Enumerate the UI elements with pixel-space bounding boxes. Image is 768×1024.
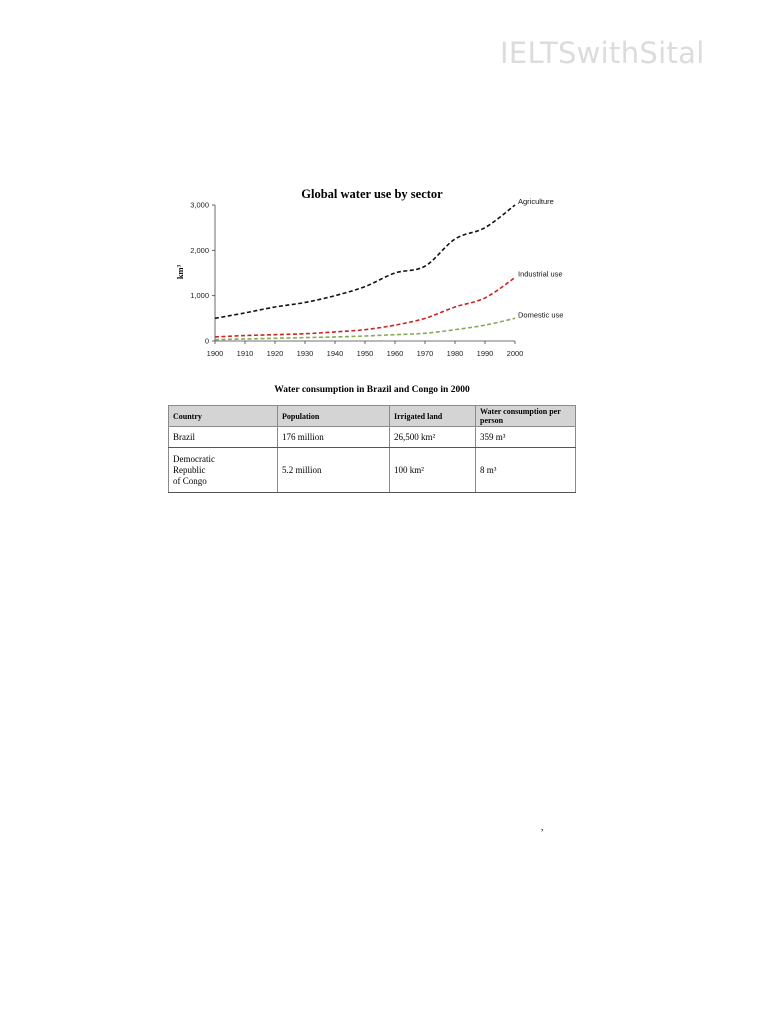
series-label: Domestic use xyxy=(518,310,564,320)
cell-country: Brazil xyxy=(169,427,278,448)
table-row xyxy=(169,448,576,493)
line-chart xyxy=(160,180,590,370)
cell-irrigated-land: 26,500 km² xyxy=(390,427,476,448)
header-population: Population xyxy=(278,406,390,427)
x-tick-label: 1960 xyxy=(386,349,404,358)
cell-population: 5.2 million xyxy=(278,448,390,493)
y-tick-label: 2,000 xyxy=(190,245,209,255)
cell-irrigated-land: 100 km² xyxy=(390,448,476,493)
table-row xyxy=(169,427,576,448)
y-tick-label: 0 xyxy=(204,336,209,346)
header-irrigated-land: Irrigated land xyxy=(390,406,476,427)
series-label: Industrial use xyxy=(518,269,563,279)
x-tick-label: 2000 xyxy=(506,349,524,358)
series-label: Agriculture xyxy=(518,197,554,206)
table-title: Water consumption in Brazil and Congo in 2000 xyxy=(274,385,470,395)
x-tick-label: 1910 xyxy=(236,349,254,358)
watermark: IELTSwithSital xyxy=(500,36,705,70)
cell-water-consumption: 359 m³ xyxy=(476,427,576,448)
y-axis-label: km³ xyxy=(175,264,185,280)
chart-title: Global water use by sector xyxy=(301,187,443,201)
header-water-consumption: Water consumption per person xyxy=(476,406,576,427)
x-tick-label: 1900 xyxy=(206,349,224,358)
series-line-agriculture xyxy=(215,205,515,318)
x-tick-label: 1930 xyxy=(296,349,314,358)
data-table xyxy=(168,405,576,493)
x-tick-label: 1990 xyxy=(476,349,494,358)
x-tick-label: 1980 xyxy=(446,349,464,358)
cell-population: 176 million xyxy=(278,427,390,448)
x-tick-label: 1920 xyxy=(266,349,284,358)
cell-water-consumption: 8 m³ xyxy=(476,448,576,493)
y-tick-label: 1,000 xyxy=(190,291,209,301)
x-tick-label: 1940 xyxy=(326,349,344,358)
table-header-row xyxy=(169,406,576,427)
cell-country: Democratic Republic of Congo xyxy=(169,448,278,493)
stray-mark: , xyxy=(541,822,544,833)
header-country: Country xyxy=(169,406,278,427)
y-tick-label: 3,000 xyxy=(190,200,209,210)
x-tick-label: 1970 xyxy=(416,349,434,358)
x-tick-label: 1950 xyxy=(356,349,374,358)
